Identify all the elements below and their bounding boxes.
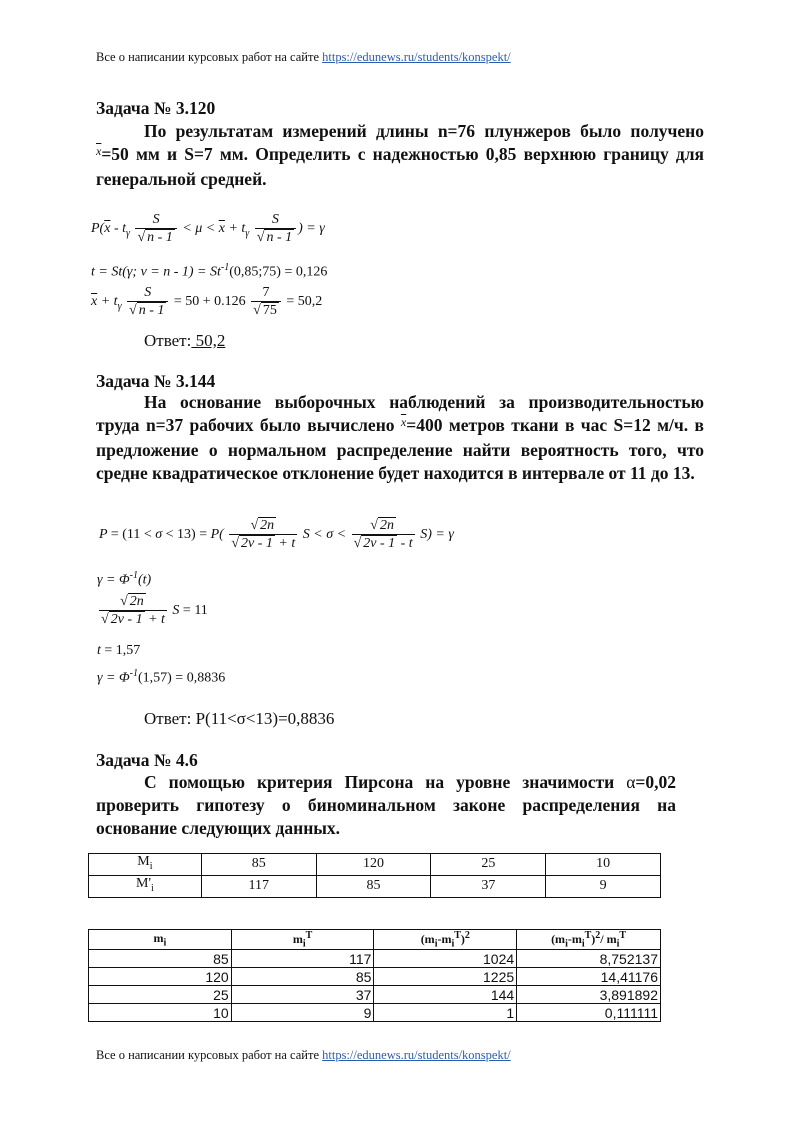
formula-probability: P = (11 < σ < 13) = P( $\frac{√ 2n}{√ 2v - 1 + t}$ S < σ < $\frac{√ 2n}{√ 2v - 1 - t}$ S) = γ (99, 518, 454, 551)
table-cell: 120 (89, 968, 232, 986)
table-header: $(m_i-m_i^T)^2$ (374, 930, 517, 950)
answer-value: P(11<σ<13)=0,8836 (191, 709, 335, 728)
table-header: $m_i^T$ (231, 930, 374, 950)
table-cell: 85 (89, 950, 232, 968)
table-header-row (89, 930, 661, 950)
page-footer (96, 1048, 511, 1063)
table-cell: $M_i$ (89, 854, 202, 876)
table-cell: 117 (201, 875, 316, 897)
answer-label: Ответ: (144, 709, 192, 728)
table-chi-square (88, 929, 661, 1022)
table-cell: 85 (316, 875, 431, 897)
table-cell: 9 (231, 1004, 374, 1022)
formula-t-value: t = 1,57 (97, 643, 141, 658)
table-cell: 10 (546, 854, 661, 876)
table-cell: 144 (374, 986, 517, 1004)
formula-upper-bound: $\overline{x} + t_\gamma$ $\frac{S}{√ n - 1}$ = 50 + 0.126 $\frac{7}{√ 75}$ = 50,2 (91, 285, 323, 318)
task2-statement: На основание выборочных наблюдений за производительностью труда n=37 рабочих было вычислено $^{\overline{x}}$=400 метров ткани в час S=12 м/ч. в предложение о нормальном распределение найти вероятность того, что средне квадратическое отклонение будет находится в интервале от 11 до 13. (96, 392, 704, 483)
table-cell: 3,891892 (517, 986, 661, 1004)
footer-link[interactable]: https://edunews.ru/students/konspekt/ (322, 1048, 511, 1062)
task3-statement: С помощью критерия Пирсона на уровне значимости α=0,02 проверить гипотезу о биноминальном законе распределения на основание следующих данных. (96, 772, 676, 838)
answer-label: Ответ: (144, 331, 192, 350)
table-cell: 8,752137 (517, 950, 661, 968)
x-bar-symbol: x (96, 144, 102, 158)
task1-statement: По результатам измерений длины n=76 плунжеров было получено $^{\overline{x}}$=50 мм и S=7 мм. Определить с надежностью 0,85 верхнюю границу для генеральной средней. (96, 121, 704, 189)
table-cell: $M'_i$ (89, 875, 202, 897)
header-link[interactable]: https://edunews.ru/students/konspekt/ (322, 50, 511, 64)
table-cell: 37 (431, 875, 546, 897)
task3-title: Задача № 4.6 (96, 750, 198, 770)
table-cell: 1024 (374, 950, 517, 968)
table-row (89, 950, 661, 968)
table-cell: 1225 (374, 968, 517, 986)
table-row (89, 1004, 661, 1022)
table-row (89, 875, 661, 897)
formula-s-equals: $\frac{√ 2n}{√ 2v - 1 + t}$ S = 11 (101, 594, 208, 627)
formula-gamma: $\gamma = \Phi^{-1}(t)$ (97, 570, 152, 588)
table-row (89, 854, 661, 876)
formula-confidence-interval: $P(\overline{x} - t_\gamma$ $\frac{S}{√ n - 1}$ < $\mu < \overline{x} + t_\gamma$ $\frac{S}{√ n - 1}$ ) = γ (91, 212, 325, 245)
table-cell: 0,111111 (517, 1004, 661, 1022)
table-cell: 25 (431, 854, 546, 876)
table-cell: 9 (546, 875, 661, 897)
task1-title: Задача № 3.120 (96, 98, 216, 118)
header-text: Все о написании курсовых работ на сайте (96, 50, 319, 64)
formula-student: t = St(γ; $v = n - 1) = St^{-1}(0,85;75) = 0,126$ (91, 262, 328, 280)
table-row (89, 968, 661, 986)
table-cell: 10 (89, 1004, 232, 1022)
task1-answer (144, 331, 225, 351)
footer-text: Все о написании курсовых работ на сайте (96, 1048, 319, 1062)
table-cell: 85 (231, 968, 374, 986)
page-header (96, 50, 511, 65)
table-cell: 14,41176 (517, 968, 661, 986)
table-header: $(m_i-m_i^T)^2/$ $m_i^T$ (517, 930, 661, 950)
table-cell: 120 (316, 854, 431, 876)
table-cell: 37 (231, 986, 374, 1004)
table-row (89, 986, 661, 1004)
table-cell: 117 (231, 950, 374, 968)
task2-answer (144, 709, 334, 729)
table-cell: 85 (201, 854, 316, 876)
table-cell: 25 (89, 986, 232, 1004)
formula-gamma-value: $\gamma = \Phi^{-1}(1,57) = 0,8836$ (97, 668, 226, 686)
task2-title: Задача № 3.144 (96, 371, 216, 391)
answer-value: 50,2 (191, 331, 226, 350)
table-header: $m_i$ (89, 930, 232, 950)
x-bar-symbol: x (400, 415, 407, 429)
alpha-symbol: α (626, 772, 636, 792)
table-cell: 1 (374, 1004, 517, 1022)
table-observed-expected (88, 853, 661, 898)
